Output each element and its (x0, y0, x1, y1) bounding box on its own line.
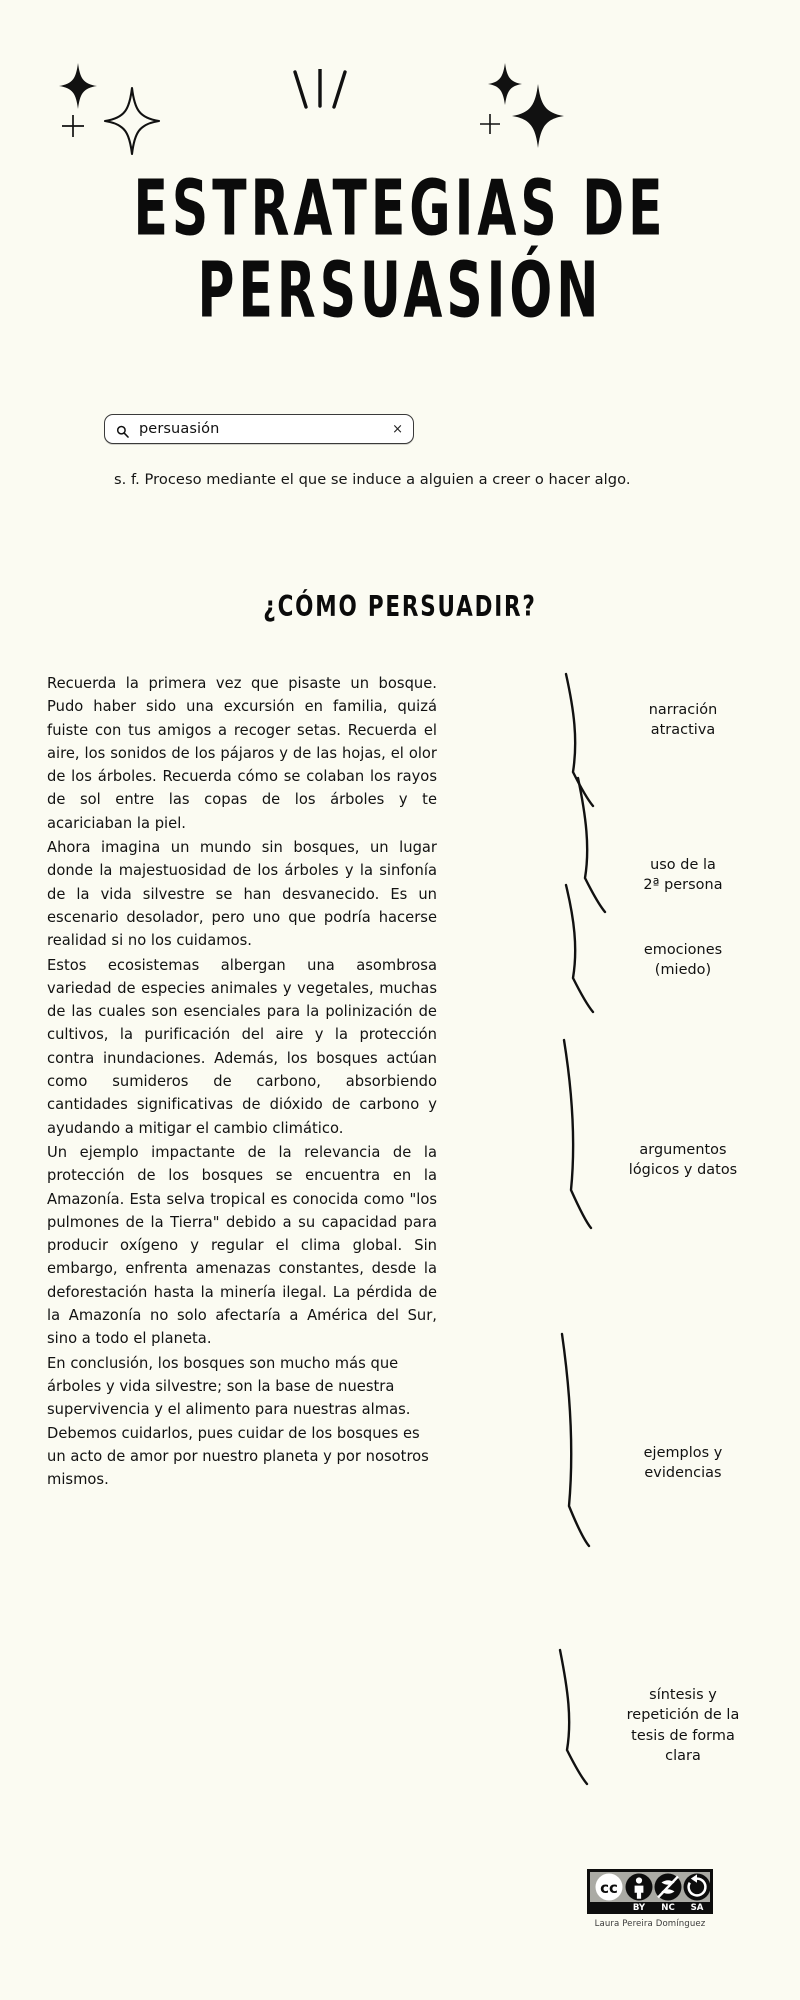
section-subtitle: ¿CÓMO PERSUADIR? (263, 590, 537, 624)
brace-4 (564, 1040, 591, 1228)
page-title-line-2: PERSUASIÓN (197, 246, 603, 336)
creative-commons-badge-icon[interactable] (587, 1869, 713, 1914)
annotation-label-emociones (598, 940, 768, 981)
plus-mark-right-icon (478, 112, 502, 136)
annotation-line: narración (648, 702, 718, 718)
brace-1 (566, 674, 593, 806)
body-paragraph: Un ejemplo impactante de la relevancia de la protección de los bosques se encuentra en la Amazonía. Esta selva tropical es conocida como "los pulmones de la Tierra" debido a su capacidad para producir oxígeno y regular el clima global. Sin embargo, enfrenta amenazas constantes, desde la deforestación hasta la minería ilegal. La pérdida de la Amazonía no solo afectaría a América del Sur, sino a todo el planeta. (47, 1143, 437, 1348)
brace-6 (560, 1650, 587, 1784)
annotation-label-narracion (598, 700, 768, 741)
body-text-column (47, 672, 437, 1492)
search-input[interactable]: persuasión (139, 421, 220, 437)
rays-mark-icon (288, 69, 352, 111)
svg-text:SA: SA (690, 1903, 704, 1913)
plus-mark-icon (60, 113, 86, 139)
brace-5 (562, 1334, 589, 1546)
annotation-line: uso de la (650, 857, 716, 873)
annotation-line: evidencias (644, 1465, 722, 1482)
close-icon[interactable]: × (392, 421, 403, 437)
annotation-line: clara (665, 1748, 701, 1765)
annotation-label-sintesis (588, 1685, 778, 1767)
sparkle-outline-right-icon (510, 82, 566, 150)
body-paragraph: En conclusión, los bosques son mucho más que árboles y vida silvestre; son la base de nuestra supervivencia y el alimento para nuestras almas. Debemos cuidarlos, pues cuidar de los bosques es un acto de amor por nuestro planeta y por nosotros mismos. (47, 1354, 429, 1489)
annotation-label-segunda-persona (598, 855, 768, 896)
annotation-line: 2ª persona (643, 877, 723, 894)
annotation-label-argumentos (592, 1140, 774, 1181)
definition-text: s. f. Proceso mediante el que se induce a alguien a creer o hacer algo. (114, 471, 631, 488)
page-title (0, 163, 800, 336)
brace-3 (566, 885, 593, 1012)
search-icon (116, 423, 129, 436)
annotation-label-ejemplos (598, 1443, 768, 1484)
annotation-line: lógicos y datos (628, 1162, 738, 1179)
annotation-line: tesis de forma (631, 1727, 735, 1744)
annotation-line: emociones (643, 942, 723, 958)
annotation-line: ejemplos y (643, 1445, 723, 1461)
page-title-line-1: ESTRATEGIAS DE (133, 163, 667, 253)
svg-text:cc: cc (600, 1879, 618, 1897)
svg-text:BY: BY (632, 1903, 646, 1913)
svg-text:NC: NC (661, 1903, 675, 1913)
license-block (587, 1869, 713, 1929)
body-paragraph: Recuerda la primera vez que pisaste un bosque. Pudo haber sido una excursión en familia, quizá fuiste con tus amigos a recoger setas. Recuerda el aire, los sonidos de los pájaros y de las hojas, el olor de los árboles. Recuerda cómo se colaban los rayos de sol entre las copas de los árboles y te acariciaban la piel. (47, 675, 437, 832)
sparkle-outline-icon (103, 86, 161, 156)
body-paragraph: Ahora imagina un mundo sin bosques, un lugar donde la majestuosidad de los árboles y la sinfonía de la vida silvestre se han desvanecido. Es un escenario desolador, pero uno que podría hacerse realidad si no los cuidamos. (47, 839, 437, 950)
attribution-text: Laura Pereira Domínguez (594, 1919, 706, 1929)
annotation-line: repetición de la (626, 1707, 740, 1724)
sparkle-filled-icon (58, 62, 98, 110)
annotation-line: (miedo) (654, 962, 712, 979)
annotation-line: argumentos (639, 1142, 727, 1158)
annotation-line: atractiva (650, 722, 716, 739)
annotation-line: síntesis y (649, 1687, 717, 1703)
search-box[interactable] (104, 414, 414, 444)
body-paragraph: Estos ecosistemas albergan una asombrosa variedad de especies animales y vegetales, muchas de las cuales son esenciales para la polinización de cultivos, la purificación del aire y la protección contra inundaciones. Además, los bosques actúan como sumideros de carbono, absorbiendo cantidades significativas de dióxido de carbono y ayudando a mitigar el cambio climático. (47, 956, 437, 1137)
